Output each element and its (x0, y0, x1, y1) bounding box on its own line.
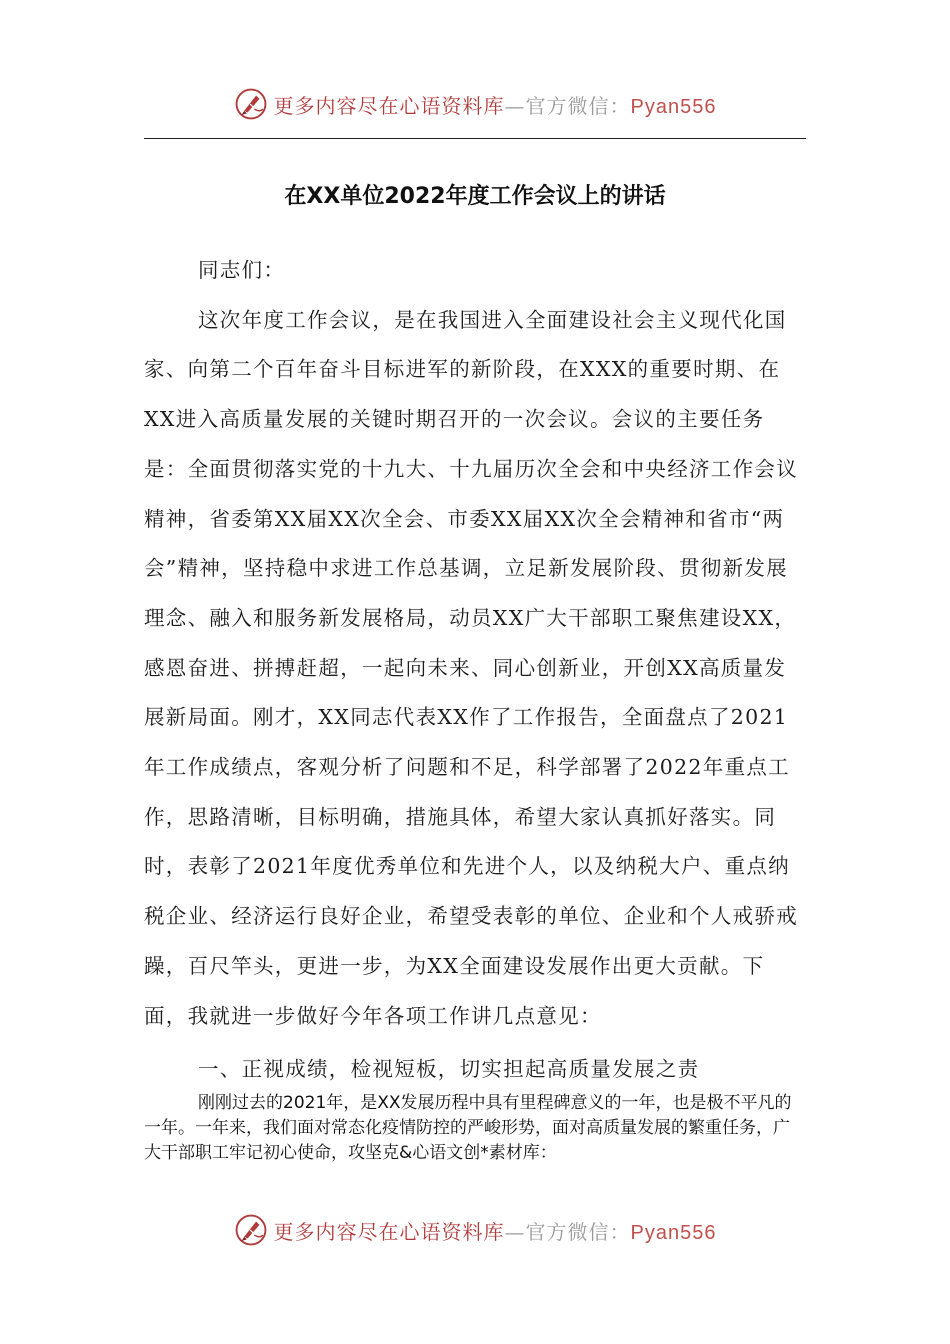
pen-nib-logo-icon (234, 87, 268, 121)
header-banner-id: Pyan556 (630, 95, 717, 118)
footer-banner-text (274, 1216, 717, 1245)
document-body (144, 246, 806, 1041)
footer-banner-dash: — (504, 1219, 526, 1244)
paragraph-2: 刚刚过去的2021年，是XX发展历程中具有里程碑意义的一年，也是极不平凡的一年。一年来，我们面对常态化疫情防控的严峻形势，面对高质量发展的繁重任务，广大干部职工牢记初心使命，攻坚克&心语文创*素材库： (144, 1093, 792, 1163)
pen-nib-logo-icon (234, 1213, 268, 1247)
header-banner-wechat: 官方微信： (525, 93, 631, 118)
header-banner-main: 更多内容尽在心语资料库 (273, 93, 505, 118)
footer-banner-id: Pyan556 (630, 1221, 717, 1244)
header-banner (0, 82, 950, 126)
header-divider (144, 138, 806, 139)
header-banner-dash: — (504, 93, 526, 118)
footer-banner-wechat: 官方微信： (525, 1219, 631, 1244)
footer-banner (0, 1208, 950, 1252)
header-banner-text (274, 90, 717, 119)
salutation: 同志们： (198, 258, 286, 282)
paragraph-1: 这次年度工作会议，是在我国进入全面建设社会主义现代化国家、向第二个百年奋斗目标进军的新阶段，在XXX的重要时期、在XX进入高质量发展的关键时期召开的一次会议。会议的主要任务是：全面贯彻落实党的十九大、十九届历次全会和中央经济工作会议精神，省委第XX届XX次全会、市委XX届XX次全会精神和省市“两会”精神，坚持稳中求进工作总基调，立足新发展阶段、贯彻新发展理念、融入和服务新发展格局，动员XX广大干部职工聚焦建设XX，感恩奋进、拼搏赶超，一起向未来、同心创新业，开创XX高质量发展新局面。刚才，XX同志代表XX作了工作报告，全面盘点了2021年工作成绩点，客观分析了问题和不足，科学部署了2022年重点工作，思路清晰，目标明确，措施具体，希望大家认真抓好落实。同时，表彰了2021年度优秀单位和先进个人，以及纳税大户、重点纳税企业、经济运行良好企业，希望受表彰的单位、企业和个人戒骄戒躁，百尺竿头，更进一步，为XX全面建设发展作出更大贡献。下面，我就进一步做好今年各项工作讲几点意见： (144, 307, 798, 1028)
footer-banner-main: 更多内容尽在心语资料库 (273, 1219, 505, 1244)
section-heading-1: 一、正视成绩，检视短板，切实担起高质量发展之责 (198, 1057, 700, 1081)
document-title: 在XX单位2022年度工作会议上的讲话 (284, 184, 666, 209)
